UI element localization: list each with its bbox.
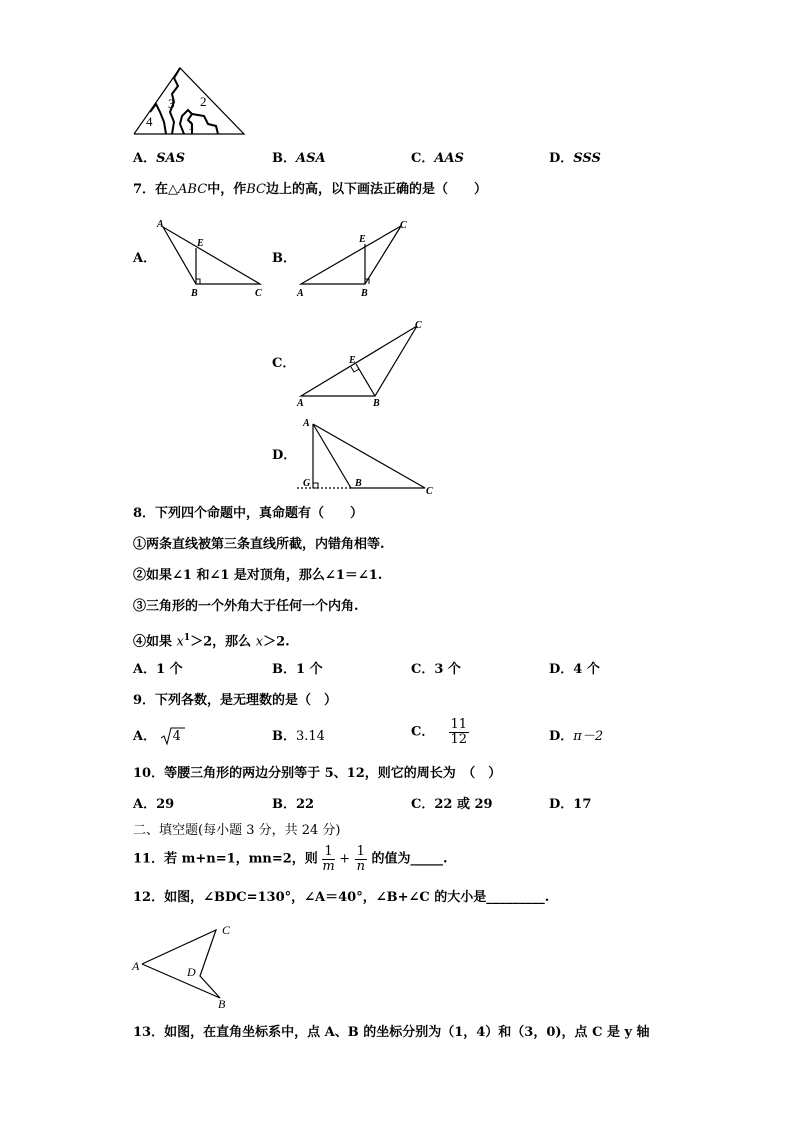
q8-option-a: A．1 个 [133,662,183,677]
q9-option-a: A． 4 [133,729,181,745]
fig7b-label-e: E [359,234,366,245]
q12-text: 12．如图，∠BDC=130°，∠A＝40°，∠B+∠C 的大小是_________. [133,890,550,905]
fig6-label-2: 2 [200,94,207,109]
fig7a-label-b: B [191,288,198,299]
q11-text: 11．若 m+n=1，mn=2，则 $\frac{1}{m}$ + $\frac{1}{n}$ 的值为_____. [133,844,448,874]
fig12-label-d: D [187,965,196,979]
fig7c-label-a: A [297,398,304,408]
fig7b-label-c: C [400,220,407,231]
fig7d-label-c: C [426,486,433,496]
q6-option-b: B．ASA [272,151,326,166]
q10-option-c: C．22 或 29 [411,797,493,812]
q7-figure-c [293,316,428,408]
fig7a-label-e: E [197,238,204,249]
fig12-label-c: C [222,923,231,937]
q12-figure [130,918,240,1010]
q7-option-c: C． [272,356,296,371]
fig7c-label-e: E [349,355,356,366]
fig7c-label-c: C [415,320,422,331]
section-heading: 二、填空题(每小题 3 分，共 24 分) [133,823,341,838]
q13-text: 13．如图，在直角坐标系中，点 A、B 的坐标分别为（1，4）和（3，0)，点 C 是 y 轴 [133,1025,650,1040]
q9-option-c: C． $\frac{11}{12}$ [411,717,468,747]
q10-option-a: A．29 [133,797,175,812]
q7-stem: 7．在△ABC中，作BC边上的高，以下画法正确的是（ ） [133,182,487,197]
fig6-label-1: 1 [188,118,195,133]
q8-statement-4: ④如果 $x^1>2$，那么 x＞2. [133,633,290,650]
sqrt-icon: 4 [161,729,181,745]
fig7c-label-b: B [373,398,380,408]
q8-statement-1: ①两条直线被第三条直线所截，内错角相等. [133,537,385,552]
q8-option-d: D．4 个 [549,662,600,677]
q9-option-d: D．π－2 [549,729,604,744]
q8-option-b: B．1 个 [272,662,323,677]
q6-option-d: D．SSS [549,151,601,166]
fig7a-label-c: C [255,288,262,299]
q7-option-d: D． [272,448,297,463]
q7-option-a: A． [133,251,157,266]
fig7d-label-g: G [303,478,311,489]
q7-option-b: B． [272,251,296,266]
fig7b-label-b: B [361,288,368,299]
q9-option-b: B．3.14 [272,729,325,744]
fig7a-label-a: A [157,219,164,230]
q6-figure [130,64,248,138]
q10-stem: 10．等腰三角形的两边分别等于 5、12，则它的周长为 （ ） [133,766,502,781]
q6-option-a: A．SAS [133,151,185,166]
q7-figure-b [293,218,413,300]
q8-stem: 8．下列四个命题中，真命题有（ ） [133,506,364,521]
q8-statement-3: ③三角形的一个外角大于任何一个内角. [133,599,359,614]
fig12-label-b: B [218,997,226,1010]
q8-statement-2: ②如果∠1 和∠1 是对顶角，那么∠1＝∠1. [133,568,383,583]
fig6-label-3: 3 [168,96,175,111]
q8-option-c: C．3 个 [411,662,461,677]
fig12-label-a: A [132,959,140,973]
q10-option-b: B．22 [272,797,315,812]
fig7b-label-a: A [297,288,304,299]
q6-option-c: C．AAS [411,151,464,166]
q10-option-d: D．17 [549,797,592,812]
fig7d-label-b: B [355,478,362,489]
fig7d-label-a: A [303,418,310,429]
q7-figure-d [295,414,440,496]
fig6-label-4: 4 [146,114,153,129]
q7-figure-a [155,218,270,300]
q9-stem: 9．下列各数，是无理数的是（ ） [133,693,338,708]
